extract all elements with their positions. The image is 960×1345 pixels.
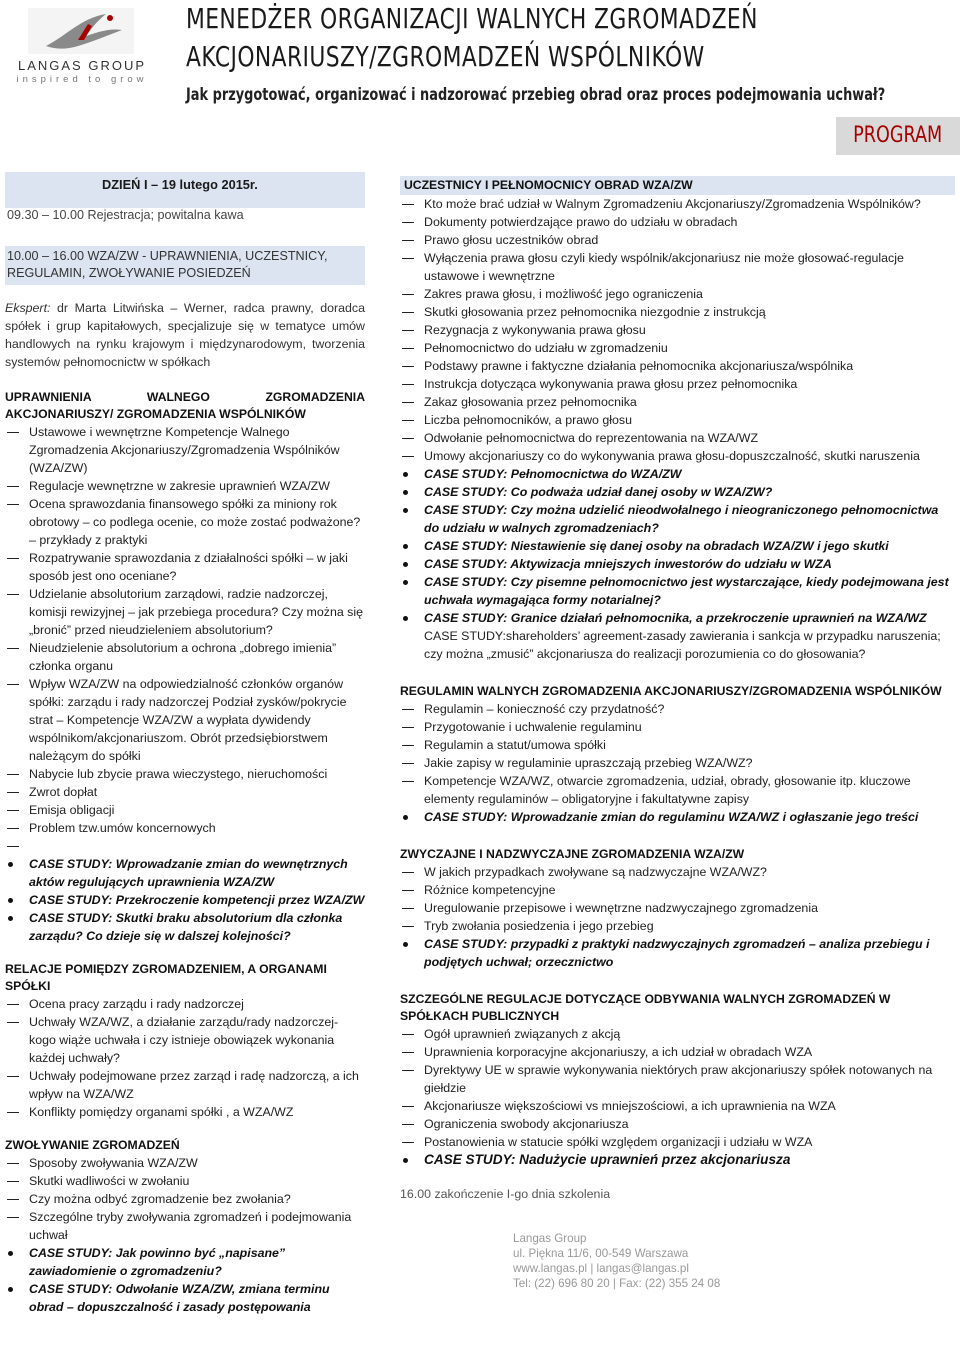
list-item: Akcjonariusze większościowi vs mniejszościowi, a ich uprawnienia na WZA [400,1097,955,1115]
right-column [400,176,955,1291]
list-item: Dyrektywy UE w sprawie wykonywania niektórych praw akcjonariuszy spółek notowanych na giełdzie [400,1061,955,1097]
list-item: Nabycie lub zbycie prawa wieczystego, nieruchomości [5,765,365,783]
expert-text: dr Marta Litwińska – Werner, radca prawny, doradca spółek i grup kapitałowych, specjalizuje się w tematyce umów handlowych na rynku krajowym i międzynarodowym, tworzenia systemów pełnomocnictw w spółkach [5,301,365,369]
expert-paragraph [5,299,365,371]
list-item: Uchwały WZA/WZ, a działanie zarządu/rady nadzorczej-kogo wiąże uchwała i czy istnieje obowiązek wykonania każdej uchwały? [5,1013,365,1067]
list-item: Kompetencje WZA/WZ, otwarcie zgromadzenia, udział, obrady, głosowanie itp. kluczowe elementy regulaminów – obligatoryjne i fakultatywne zapisy [400,772,955,808]
case-study-item: CASE STUDY: Odwołanie WZA/ZW, zmiana terminu obrad – dopuszczalność i zasady postępowania [5,1280,365,1316]
section-heading: UCZESTNICY I PEŁNOMOCNICY OBRAD WZA/ZW [400,176,955,195]
list-item: Dokumenty potwierdzające prawo do udziału w obradach [400,213,955,231]
footer-address: ul. Piękna 11/6, 00-549 Warszawa [513,1247,689,1260]
left-sections [5,389,365,1316]
list-item: Rezygnacja z wykonywania prawa głosu [400,321,955,339]
list-item: Problem tzw.umów koncernowych [5,819,365,837]
list-item: Wpływ WZA/ZW na odpowiedzialność członków organów spółki: zarządu i rady nadzorczej Podział zysków/pokrycie strat – Kompetencje WZA/ZW a wypłata dywidendy wspólnikom/akcjonariuszom. Obrót przedsiębiorstwem należącym do spółki [5,675,365,765]
list-item: Przygotowanie i uchwalenie regulaminu [400,718,955,736]
case-study-item: CASE STUDY: Pełnomocnictwa do WZA/ZW [400,465,955,483]
list-item: Różnice kompetencyjne [400,881,955,899]
list-item: Skutki wadliwości w zwołaniu [5,1172,365,1190]
list-item: Liczba pełnomocników, a prawo głosu [400,411,955,429]
list-item: Zwrot dopłat [5,783,365,801]
case-study-item: CASE STUDY: Niestawienie się danej osoby na obradach WZA/ZW i jego skutki [400,537,955,555]
footer-web-mail: www.langas.pl | langas@langas.pl [513,1262,689,1275]
langas-logo [12,6,152,86]
program-section [5,1137,365,1316]
page-title-line1: MENEDŻER ORGANIZACJI WALNYCH ZGROMADZEŃ [186,2,758,35]
case-study-item: CASE STUDY: Wprowadzanie zmian do regulaminu WZA/WZ i ogłaszanie jego treści [400,808,955,826]
registration-line: 09.30 – 10.00 Rejestracja; powitalna kawa [7,208,244,222]
day-end-note: 16.00 zakończenie I-go dnia szkolenia [400,1187,611,1201]
program-section [400,991,955,1169]
section-heading: SZCZEGÓLNE REGULACJE DOTYCZĄCE ODBYWANIA WALNYCH ZGROMADZEŃ W SPÓŁKACH PUBLICZNYCH [400,992,891,1023]
session-slot: 10.00 – 16.00 WZA/ZW - UPRAWNIENIA, UCZESTNICY, REGULAMIN, ZWOŁYWANIE POSIEDZEŃ [5,246,365,285]
right-sections [400,176,955,1169]
section-heading: UPRAWNIENIA WALNEGO ZGROMADZENIA AKCJONARIUSZY/ ZGROMADZENIA WSPÓLNIKÓW [5,390,365,421]
case-study-item: CASE STUDY: Aktywizacja mniejszych inwestorów do udziału w WZA [400,555,955,573]
case-study-item: CASE STUDY: Granice działań pełnomocnika, a przekroczenie uprawnień na WZA/WZ [400,609,955,627]
program-section [400,683,955,826]
program-label: PROGRAM [853,123,943,148]
section-heading: ZWOŁYWANIE ZGROMADZEŃ [5,1138,180,1152]
logo-tagline: inspired to grow [16,74,148,85]
list-item [5,837,365,855]
case-study-item: CASE STUDY: Czy można udzielić nieodwołalnego i nieograniczonego pełnomocnictwa do udziału w walnych zgromadzeniach? [400,501,955,537]
list-item: Tryb zwołania posiedzenia i jego przebieg [400,917,955,935]
list-item: Skutki głosowania przez pełnomocnika niezgodnie z instrukcją [400,303,955,321]
list-item: Szczególne tryby zwoływania zgromadzeń i podejmowania uchwał [5,1208,365,1244]
section-heading: RELACJE POMIĘDZY ZGROMADZENIEM, A ORGANAMI SPÓŁKI [5,962,327,993]
list-item: Sposoby zwoływania WZA/ZW [5,1154,365,1172]
program-section [5,389,365,945]
expert-label: Ekspert: [5,301,51,315]
list-item: Regulamin a statut/umowa spółki [400,736,955,754]
list-item: Udzielanie absolutorium zarządowi, radzie nadzorczej, komisji rewizyjnej – jak przebiega procedura? Czy można się „bronić” przed nieudzieleniem absolutorium? [5,585,365,639]
list-item: Emisja obligacji [5,801,365,819]
list-item: Konflikty pomiędzy organami spółki , a WZA/WZ [5,1103,365,1121]
program-section [5,961,365,1121]
day-title: DZIEŃ I – 19 lutego 2015r. [102,177,258,192]
list-item: Ustawowe i wewnętrzne Kompetencje Walnego Zgromadzenia Akcjonariuszy/Zgromadzenia Wspólników (WZA/ZW) [5,423,365,477]
list-item: Kto może brać udział w Walnym Zgromadzeniu Akcjonariuszy/Zgromadzenia Wspólników? [400,195,955,213]
list-item: Wyłączenia prawa głosu czyli kiedy wspólnik/akcjonariusz nie może głosować-regulacje ustawowe i wewnętrzne [400,249,955,285]
list-item: Ograniczenia swobody akcjonariusza [400,1115,955,1133]
list-item: Ogół uprawnień związanych z akcją [400,1025,955,1043]
case-study-note: CASE STUDY:shareholders’ agreement-zasady zawierania i sankcja w przypadku naruszenia; czy można „zmusić” akcjonariusza do realizacji porozumienia co do głosowania? [424,629,941,661]
list-item: Postanowienia w statucie spółki względem organizacji i udziału w WZA [400,1133,955,1151]
program-section [400,846,955,971]
list-item: Ocena sprawozdania finansowego spółki za miniony rok obrotowy – co podlega ocenie, co może zostać podważone? – przykłady z praktyki [5,495,365,549]
list-item: Instrukcja dotycząca wykonywania prawa głosu przez pełnomocnika [400,375,955,393]
list-item: Zakaz głosowania przez pełnomocnika [400,393,955,411]
case-study-item: CASE STUDY: Przekroczenie kompetencji przez WZA/ZW [5,891,365,909]
list-item: Zakres prawa głosu, i możliwość jego ograniczenia [400,285,955,303]
logo-name: LANGAS GROUP [17,58,147,73]
case-study-item: CASE STUDY: Skutki braku absolutorium dla członka zarządu? Co dzieje się w dalszej kolejności? [5,909,365,945]
case-study-item: CASE STUDY: Czy pisemne pełnomocnictwo jest wystarczające, kiedy podejmowana jest uchwała wymagająca formy notarialnej? [400,573,955,609]
list-item: W jakich przypadkach zwoływane są nadzwyczajne WZA/WZ? [400,863,955,881]
list-item: Ocena pracy zarządu i rady nadzorczej [5,995,365,1013]
case-study-item: CASE STUDY: przypadki z praktyki nadzwyczajnych zgromadzeń – analiza przebiegu i podjętych uchwał; orzecznictwo [400,935,955,971]
list-item: Regulacje wewnętrzne w zakresie uprawnień WZA/ZW [5,477,365,495]
page-subtitle: Jak przygotować, organizować i nadzorować przebieg obrad oraz proces podejmowania uchwał? [186,85,886,105]
list-item: Uchwały podejmowane przez zarząd i radę nadzorczą, a ich wpływ na WZA/WZ [5,1067,365,1103]
case-study-item: CASE STUDY: Nadużycie uprawnień przez akcjonariusza [400,1151,955,1169]
section-heading: REGULAMIN WALNYCH ZGROMADZENIA AKCJONARIUSZY/ZGROMADZENIA WSPÓLNIKÓW [400,684,942,698]
program-section [400,176,955,663]
list-item: Nieudzielenie absolutorium a ochrona „dobrego imienia” członka organu [5,639,365,675]
list-item: Czy można odbyć zgromadzenie bez zwołania? [5,1190,365,1208]
case-study-item: CASE STUDY: Co podważa udział danej osoby w WZA/ZW? [400,483,955,501]
section-heading: ZWYCZAJNE I NADZWYCZAJNE ZGROMADZENIA WZA/ZW [400,847,745,861]
case-study-item: CASE STUDY: Jak powinno być „napisane” zawiadomienie o zgromadzeniu? [5,1244,365,1280]
program-badge [836,117,960,155]
list-item: Uregulowanie przepisowe i wewnętrzne nadzwyczajnego zgromadzenia [400,899,955,917]
list-item: Pełnomocnictwo do udziału w zgromadzeniu [400,339,955,357]
list-item: Odwołanie pełnomocnictwa do reprezentowania na WZA/WZ [400,429,955,447]
case-study-item: CASE STUDY: Wprowadzanie zmian do wewnętrznych aktów regulujących uprawnienia WZA/ZW [5,855,365,891]
list-item: Uprawnienia korporacyjne akcjonariuszy, a ich udział w obradach WZA [400,1043,955,1061]
left-column [5,172,365,1316]
list-item: Rozpatrywanie sprawozdania z działalności spółki – w jaki sposób jest ono oceniane? [5,549,365,585]
bird-logo-icon [26,6,136,56]
footer-phone: Tel: (22) 696 80 20 | Fax: (22) 355 24 08 [513,1277,721,1290]
day-header [5,172,365,208]
list-item: Umowy akcjonariuszy co do wykonywania prawa głosu-dopuszczalność, skutki naruszenia [400,447,955,465]
list-item: Podstawy prawne i faktyczne działania pełnomocnika akcjonariusza/wspólnika [400,357,955,375]
footer-company: Langas Group [513,1232,587,1245]
list-item: Regulamin – konieczność czy przydatność? [400,700,955,718]
page-title-line2: AKCJONARIUSZY/ZGROMADZEŃ WSPÓLNIKÓW [186,40,705,73]
list-item: Prawo głosu uczestników obrad [400,231,955,249]
list-item: Jakie zapisy w regulaminie upraszczają przebieg WZA/WZ? [400,754,955,772]
footer-contact [400,1231,955,1291]
